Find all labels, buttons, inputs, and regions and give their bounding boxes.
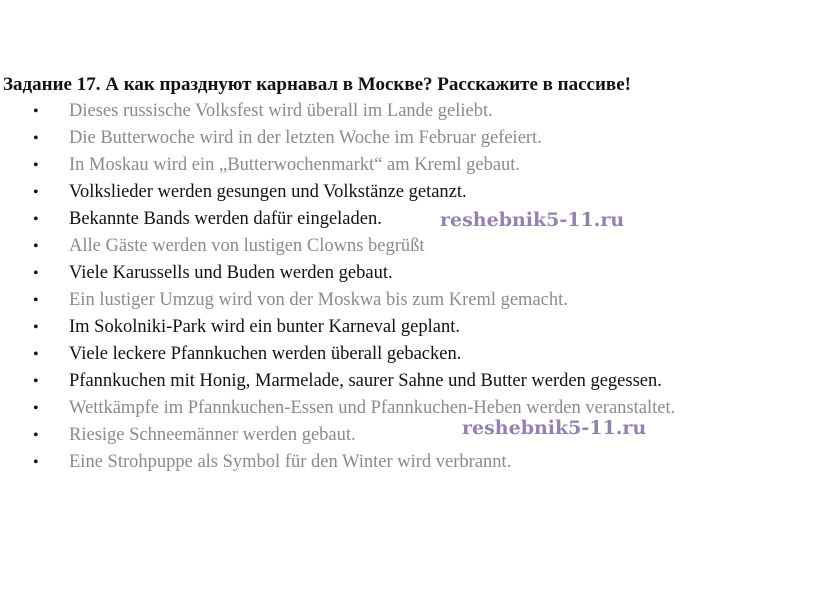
list-item-text: Ein lustiger Umzug wird von der Moskwa bis zum Kreml gemacht. (69, 290, 568, 310)
bullet-icon: • (33, 103, 39, 120)
bullet-icon: • (33, 427, 39, 444)
bullet-icon: • (33, 238, 39, 255)
list-item-text: Viele leckere Pfannkuchen werden überall gebacken. (69, 344, 462, 364)
list-item-text: Wettkämpfe im Pfannkuchen-Essen und Pfannkuchen-Heben werden veranstaltet. (69, 398, 676, 418)
task-heading: Задание 17. А как празднуют карнавал в Москве? Расскажите в пассиве! (3, 74, 631, 95)
list-item (0, 314, 675, 341)
bullet-icon: • (33, 400, 39, 417)
list-item-text: Volkslieder werden gesungen und Volkstänze getanzt. (69, 182, 467, 202)
list-item (0, 287, 675, 314)
list-item-text: Viele Karussells und Buden werden gebaut. (69, 263, 393, 283)
bullet-icon: • (33, 373, 39, 390)
list-item-text: Bekannte Bands werden dafür eingeladen. (69, 209, 382, 229)
watermark: reshebnik5-11.ru (462, 417, 647, 439)
list-item (0, 260, 675, 287)
bullet-icon: • (33, 211, 39, 228)
list-item (0, 125, 675, 152)
list-item-text: In Moskau wird ein „Butterwochenmarkt“ am Kreml gebaut. (69, 155, 521, 175)
bullet-icon: • (33, 319, 39, 336)
list-item-text: Eine Strohpuppe als Symbol für den Winter wird verbrannt. (69, 452, 512, 472)
list-item-text: Dieses russische Volksfest wird überall im Lande geliebt. (69, 101, 493, 121)
bullet-icon: • (33, 346, 39, 363)
list-item (0, 341, 675, 368)
list-item (0, 179, 675, 206)
list-item (0, 233, 675, 260)
list-item (0, 368, 675, 395)
bullet-icon: • (33, 130, 39, 147)
list-item (0, 152, 675, 179)
list-item-text: Die Butterwoche wird in der letzten Woche im Februar gefeiert. (69, 128, 542, 148)
bullet-icon: • (33, 265, 39, 282)
list-item (0, 449, 675, 476)
list-item-text: Riesige Schneemänner werden gebaut. (69, 425, 356, 445)
list-item-text: Alle Gäste werden von lustigen Clowns begrüßt (69, 236, 425, 256)
bullet-icon: • (33, 157, 39, 174)
list-item-text: Im Sokolniki-Park wird ein bunter Karneval geplant. (69, 317, 460, 337)
bullet-icon: • (33, 184, 39, 201)
list-item (0, 98, 675, 125)
bullet-icon: • (33, 454, 39, 471)
bullet-icon: • (33, 292, 39, 309)
watermark: reshebnik5-11.ru (440, 209, 625, 231)
list-item-text: Pfannkuchen mit Honig, Marmelade, saurer Sahne und Butter werden gegessen. (69, 371, 662, 391)
